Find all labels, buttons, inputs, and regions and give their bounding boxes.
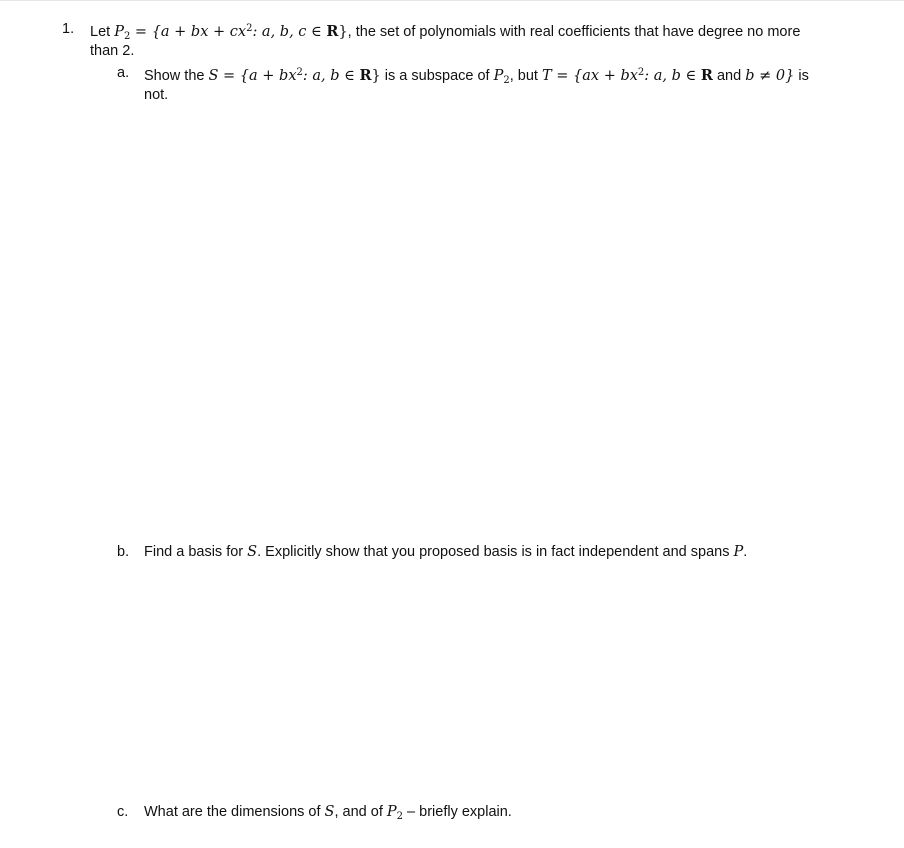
part-a-show: Show the (144, 68, 209, 84)
s-reals-symbol: R (359, 67, 372, 84)
t-def-square: 2 (637, 67, 645, 78)
part-a-and: and (712, 68, 746, 84)
t-def-open: T = {ax + bx (542, 68, 638, 84)
s-def-close: } (371, 68, 381, 84)
part-c-suffix: – briefly explain. (403, 804, 512, 820)
part-c-prefix: What are the dimensions of (144, 804, 325, 820)
intro-prefix: Let (90, 24, 115, 40)
part-c-s-symbol: S (324, 804, 335, 820)
part-b-p-symbol: P (733, 544, 744, 560)
p2-set-close: } (338, 24, 348, 40)
question-1-intro (90, 19, 800, 47)
part-c-p-symbol: P (386, 804, 397, 820)
part-a-is: is (794, 68, 809, 84)
part-c-mid: , and of (334, 804, 387, 820)
intro-suffix: , the set of polynomials with real coefficients that have degree no more (347, 24, 801, 40)
part-a-p-subscript: 2 (503, 75, 510, 86)
reals-symbol: R (326, 23, 339, 40)
part-b-suffix: . Explicitly show that you proposed basis is in fact independent and spans (257, 544, 734, 560)
t-def-vars: : a, b ∈ (644, 68, 701, 84)
part-a-line2: not. (144, 87, 169, 103)
s-def-open: S = {a + bx (208, 68, 297, 84)
part-a-marker: a. (117, 65, 130, 81)
part-b-s-symbol: S (247, 544, 258, 560)
page-top-border (0, 0, 904, 1)
p2-square: 2 (246, 23, 253, 34)
part-b-text (144, 542, 747, 562)
part-c-text (144, 802, 512, 827)
s-def-square: 2 (296, 67, 303, 78)
part-b-end: . (743, 544, 748, 560)
t-condition: b ≠ 0} (745, 68, 795, 84)
part-a-subspace: is a subspace of (380, 68, 494, 84)
p2-subscript: 2 (123, 31, 131, 42)
p2-set-open: = {a + bx + cx (130, 24, 247, 40)
part-a-text (144, 63, 809, 91)
part-c-marker: c. (117, 804, 129, 820)
part-b-prefix: Find a basis for (144, 544, 248, 560)
s-def-vars: : a, b ∈ (302, 68, 360, 84)
part-b-marker: b. (117, 544, 130, 560)
part-c-p-subscript: 2 (396, 811, 404, 822)
p2-set-vars: : a, b, c ∈ (252, 24, 327, 40)
part-a-p-symbol: P (493, 68, 504, 84)
part-a-but: , but (509, 68, 542, 84)
t-reals-symbol: R (700, 67, 713, 84)
question-1-intro-line2: than 2. (90, 43, 135, 59)
p2-symbol: P (114, 24, 124, 40)
question-number: 1. (62, 21, 75, 37)
